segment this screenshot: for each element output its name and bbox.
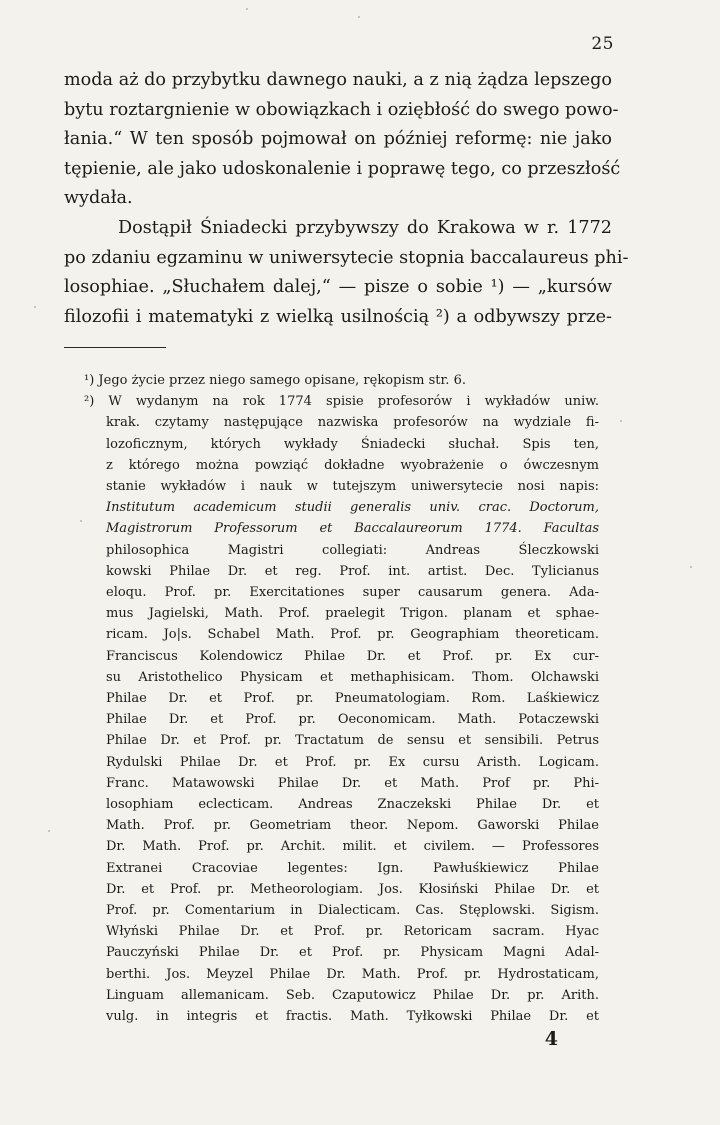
scan-speck xyxy=(34,306,36,308)
footnote-line: Math. Prof. pr. Geometriam theor. Nepom. Gaworski Philae xyxy=(106,818,599,834)
footnote-line: kowski Philae Dr. et reg. Prof. int. artist. Dec. Tylicianus xyxy=(106,563,599,579)
footnote-line: Prof. pr. Comentarium in Dialecticam. Cas. Stęplowski. Sigism. xyxy=(106,903,599,919)
footnote-line: Pauczyński Philae Dr. et Prof. pr. Physicam Magni Adal- xyxy=(106,945,599,961)
scan-speck xyxy=(48,830,50,832)
text-line: łania.“ W ten sposób pojmował on później reformę: nie jako xyxy=(64,129,612,150)
page-number: 25 xyxy=(591,34,614,54)
footnotes xyxy=(84,370,599,1027)
footnote-line: Franc. Matawowski Philae Dr. et Math. Prof pr. Phi- xyxy=(106,775,599,791)
text-line: moda aż do przybytku dawnego nauki, a z nią żądza lepszego xyxy=(64,70,612,90)
footnote-line: Philae Dr. et Prof. pr. Oeconomicam. Math. Potaczewski xyxy=(106,712,599,728)
footnote-line: z którego można powziąć dokładne wyobrażenie o ówczesnym xyxy=(106,457,599,473)
footnote-line: Włyński Philae Dr. et Prof. pr. Retoricam sacram. Hyac xyxy=(106,924,599,940)
footnote-line: philosophica Magistri collegiati: Andreas Śleczkowski xyxy=(106,542,599,558)
scan-speck xyxy=(690,566,692,568)
footnote-divider xyxy=(64,347,166,348)
footnote-line: lozoficznym, których wykłady Śniadecki słuchał. Spis ten, xyxy=(106,436,599,452)
footnote-line: Franciscus Kolendowicz Philae Dr. et Prof. pr. Ex cur- xyxy=(106,648,599,664)
footnote-line: Philae Dr. et Prof. pr. Tractatum de sensu et sensibili. Petrus xyxy=(106,733,599,749)
footnote-line: krak. czytamy następujące nazwiska profesorów na wydziale fi- xyxy=(106,415,599,431)
footnote-line: eloqu. Prof. pr. Exercitationes super causarum genera. Ada- xyxy=(106,585,599,601)
footnote-line: Extranei Cracoviae legentes: Ign. Pawłuśkiewicz Philae xyxy=(106,860,599,876)
footnote-line: Magistrorum Professorum et Baccalaureorum 1774. Facultas xyxy=(106,521,599,537)
footnote-line: ricam. Jo|s. Schabel Math. Prof. pr. Geographiam theoreticam. xyxy=(106,627,599,643)
scan-speck xyxy=(358,16,360,18)
footnote-line: ¹) Jego życie przez niego samego opisane, rękopism str. 6. xyxy=(84,373,466,388)
text-line: tępienie, ale jako udoskonalenie i poprawę tego, co przeszłość xyxy=(64,158,621,179)
footnote-line: stanie wykładów i nauk w tutejszym uniwersytecie nosi napis: xyxy=(106,479,599,495)
text-line: po zdaniu egzaminu w uniwersytecie stopnia baccalaureus phi- xyxy=(64,247,629,268)
footnote-line: ²) W wydanym na rok 1774 spisie profesorów i wykładów uniw. xyxy=(84,394,599,410)
scan-speck xyxy=(80,520,82,522)
signature-mark: 4 xyxy=(544,1028,558,1050)
footnote-line: vulg. in integris et fractis. Math. Tyłkowski Philae Dr. et xyxy=(106,1009,599,1025)
scan-speck xyxy=(620,420,622,422)
footnote-line: Dr. Math. Prof. pr. Archit. milit. et civilem. — Professores xyxy=(106,839,599,855)
main-text xyxy=(64,66,629,332)
text-line: wydała. xyxy=(64,188,133,209)
footnote-line: mus Jagielski, Math. Prof. praelegit Trigon. planam et sphae- xyxy=(106,606,599,622)
text-line: Dostąpił Śniadecki przybywszy do Krakowa w r. 1772 xyxy=(118,217,612,238)
text-line: filozofii i matematyki z wielką usilnością ²) a odbywszy prze- xyxy=(64,306,612,327)
footnote-line: Rydulski Philae Dr. et Prof. pr. Ex cursu Aristh. Logicam. xyxy=(106,754,599,770)
text-line: bytu roztargnienie w obowiązkach i oziębłość do swego powo- xyxy=(64,99,619,120)
text-line: losophiae. „Słuchałem dalej,“ — pisze o sobie ¹) — „kursów xyxy=(64,277,612,298)
scan-speck xyxy=(246,8,248,10)
footnote-line: su Aristothelico Physicam et methaphisicam. Thom. Olchawski xyxy=(106,669,599,685)
footnote-line: Institutum academicum studii generalis univ. crac. Doctorum, xyxy=(106,500,599,516)
footnote-line: losophiam eclecticam. Andreas Znaczekski Philae Dr. et xyxy=(106,797,599,813)
footnote-line: Linguam allemanicam. Seb. Czaputowicz Philae Dr. pr. Arith. xyxy=(106,987,599,1003)
footnote-line: Philae Dr. et Prof. pr. Pneumatologiam. Rom. Laśkiewicz xyxy=(106,691,599,707)
footnote-line: berthi. Jos. Meyzel Philae Dr. Math. Prof. pr. Hydrostaticam, xyxy=(106,966,599,982)
footnote-line: Dr. et Prof. pr. Metheorologiam. Jos. Kłosiński Philae Dr. et xyxy=(106,881,599,897)
